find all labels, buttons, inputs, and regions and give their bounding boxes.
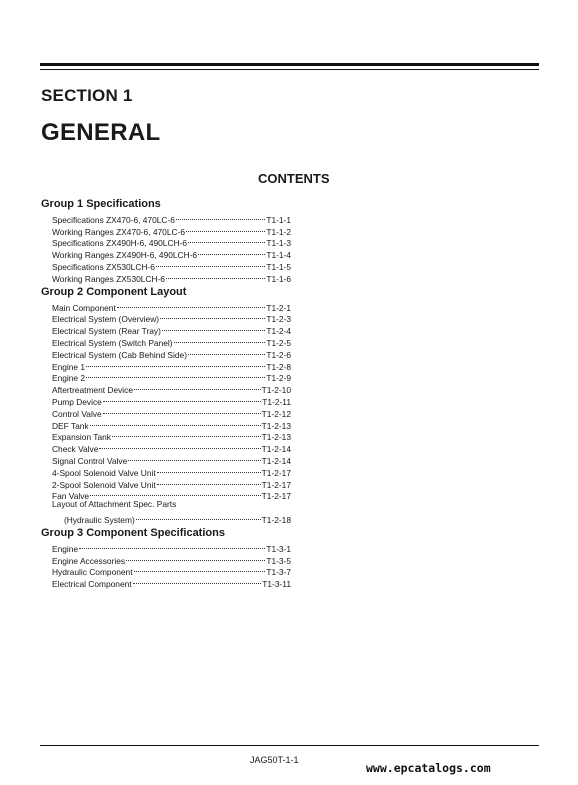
toc-entry-page: T1-1-3: [266, 238, 291, 249]
toc-entry-label: Aftertreatment Device: [52, 385, 133, 396]
dot-leader: [188, 346, 265, 358]
dot-leader: [133, 575, 262, 587]
toc-entry-label: Electrical System (Rear Tray): [52, 326, 161, 337]
dot-leader: [186, 223, 265, 235]
toc-entry-page: T1-2-6: [266, 349, 291, 360]
toc-entry-label: Electrical System (Switch Panel): [52, 337, 173, 348]
watermark: www.epcatalogs.com: [366, 761, 491, 775]
toc-entry-page: T1-2-11: [262, 396, 291, 407]
toc-entry-label: Signal Control Valve: [52, 455, 128, 466]
dot-leader: [103, 393, 261, 405]
toc-entry-page: T1-2-8: [266, 361, 291, 372]
toc-entry-label: Expansion Tank: [52, 432, 111, 443]
toc-entry-page: T1-2-13: [261, 420, 291, 431]
toc-entry-page: T1-2-17: [261, 467, 291, 478]
toc-entry-page: T1-1-1: [266, 214, 291, 225]
bottom-rule: [40, 745, 539, 746]
toc-entry-label[interactable]: Layout of Attachment Spec. Parts: [52, 499, 177, 510]
dot-leader: [90, 488, 261, 500]
dot-leader: [126, 552, 265, 564]
toc-entry-page: T1-3-7: [266, 567, 291, 578]
toc-entry-label: Check Valve: [52, 444, 99, 455]
toc-entry-label: Engine Accessories: [52, 555, 126, 566]
toc-group-heading: Group 1 Specifications: [41, 198, 161, 210]
dot-leader: [156, 258, 265, 270]
toc-entry-label: Working Ranges ZX470-6, 470LC-6: [52, 226, 185, 237]
toc-entry[interactable]: [41, 540, 291, 552]
toc-entry[interactable]: [41, 211, 291, 223]
dot-leader: [136, 511, 261, 523]
toc-entry-label: Electrical System (Cab Behind Side): [52, 349, 187, 360]
table-of-contents: [41, 197, 291, 590]
section-title: GENERAL: [41, 119, 161, 146]
toc-entry-label: Engine 2: [52, 373, 86, 384]
toc-entry-page: T1-2-4: [266, 326, 291, 337]
toc-entry-label: Fan Valve: [52, 491, 90, 502]
dot-leader: [176, 211, 265, 223]
dot-leader: [198, 246, 265, 258]
toc-entry-page: T1-2-3: [266, 314, 291, 325]
toc-entry-label: Working Ranges ZX490H-6, 490LCH-6: [52, 250, 198, 261]
toc-entry-label: Pump Device: [52, 396, 102, 407]
toc-entry-page: T1-2-13: [261, 432, 291, 443]
top-rule: [40, 63, 539, 69]
toc-entry-label: Control Valve: [52, 408, 102, 419]
toc-entry-label: Specifications ZX530LCH-6: [52, 261, 155, 272]
toc-entry-label: DEF Tank: [52, 420, 89, 431]
toc-entry[interactable]: [41, 511, 291, 523]
toc-entry-label: (Hydraulic System): [64, 514, 135, 525]
toc-entry-page: T1-2-1: [266, 302, 291, 313]
dot-leader: [117, 299, 266, 311]
toc-entry-page: T1-2-17: [261, 491, 291, 502]
toc-entry-page: T1-2-10: [261, 385, 291, 396]
toc-entry-label: Main Component: [52, 302, 116, 313]
toc-entry-label: Electrical System (Overview): [52, 314, 160, 325]
dot-leader: [90, 417, 261, 429]
dot-leader: [160, 311, 265, 323]
toc-entry-page: T1-1-5: [266, 261, 291, 272]
toc-entry-label: Engine: [52, 543, 79, 554]
toc-entry-page: T1-1-6: [266, 273, 291, 284]
dot-leader: [157, 476, 261, 488]
toc-entry-page: T1-2-5: [266, 337, 291, 348]
section-label: SECTION 1: [41, 86, 133, 105]
dot-leader: [99, 440, 260, 452]
dot-leader: [188, 235, 265, 247]
dot-leader: [128, 452, 260, 464]
dot-leader: [134, 381, 261, 393]
dot-leader: [157, 464, 261, 476]
toc-entry-page: T1-1-4: [266, 250, 291, 261]
dot-leader: [86, 370, 265, 382]
toc-group-heading: Group 3 Component Specifications: [41, 526, 225, 539]
toc-entry-page: T1-3-11: [262, 579, 291, 590]
toc-group-heading: Group 2 Component Layout: [41, 285, 187, 298]
toc-entry-page: T1-2-14: [261, 444, 291, 455]
toc-entry-label: 2-Spool Solenoid Valve Unit: [52, 479, 156, 490]
dot-leader: [162, 322, 265, 334]
toc-entry-label: Specifications ZX490H-6, 490LCH-6: [52, 238, 187, 249]
document-code: JAG50T-1-1: [250, 755, 299, 765]
toc-entry[interactable]: [41, 299, 291, 311]
toc-entry-page: T1-2-12: [261, 408, 291, 419]
toc-entry-label: Working Ranges ZX530LCH-6: [52, 273, 165, 284]
toc-entry-label: Electrical Component: [52, 579, 132, 590]
toc-entry-page: T1-2-14: [261, 455, 291, 466]
dot-leader: [134, 564, 266, 576]
toc-entry-page: T1-2-18: [261, 514, 291, 525]
toc-entry-page: T1-2-9: [266, 373, 291, 384]
toc-entry-label: 4-Spool Solenoid Valve Unit: [52, 467, 156, 478]
dot-leader: [174, 334, 266, 346]
toc-entry-label: Specifications ZX470-6, 470LC-6: [52, 214, 175, 225]
dot-leader: [79, 540, 265, 552]
toc-entry-label: Engine 1: [52, 361, 86, 372]
toc-entry-page: T1-3-1: [266, 543, 291, 554]
toc-entry-page: T1-2-17: [261, 479, 291, 490]
toc-entry[interactable]: [41, 552, 291, 564]
contents-heading: CONTENTS: [258, 171, 330, 186]
dot-leader: [112, 429, 261, 441]
toc-entry-label: Hydraulic Component: [52, 567, 133, 578]
toc-entry-page: T1-3-5: [266, 555, 291, 566]
dot-leader: [166, 270, 265, 282]
toc-entry-page: T1-1-2: [266, 226, 291, 237]
dot-leader: [103, 405, 261, 417]
dot-leader: [86, 358, 265, 370]
